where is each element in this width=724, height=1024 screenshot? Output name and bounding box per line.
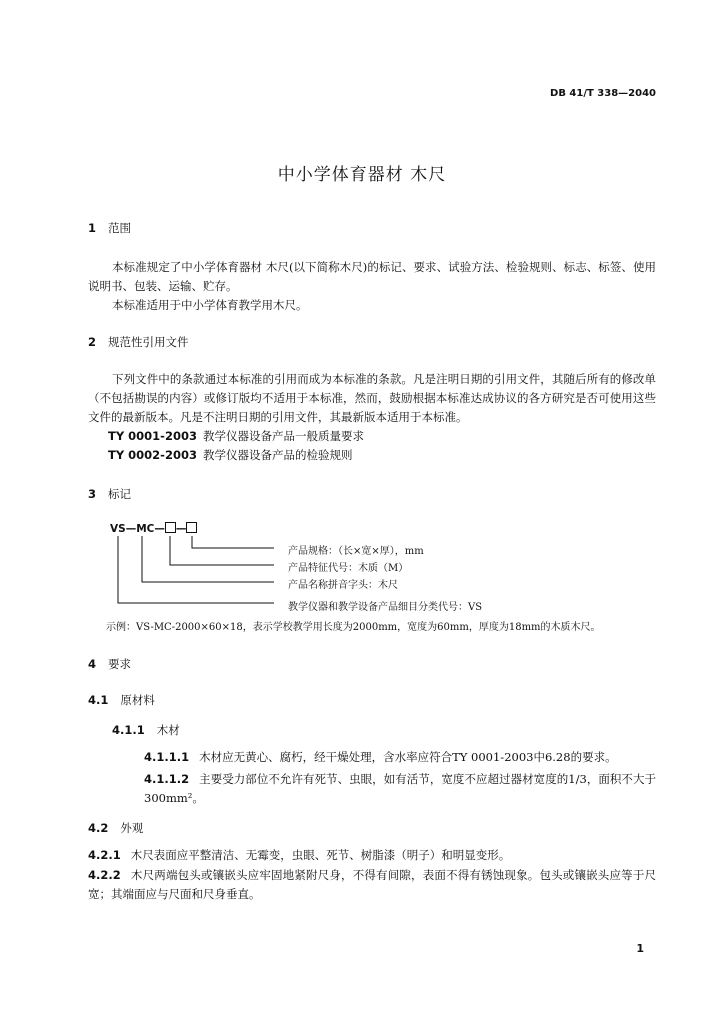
clause-4-1-1-2 — [144, 770, 656, 808]
reference-item — [88, 446, 656, 465]
reference-code: TY 0002-2003 — [108, 448, 197, 462]
reference-code: TY 0001-2003 — [108, 429, 197, 443]
section-title: 范围 — [108, 221, 132, 235]
section-title: 外观 — [120, 821, 144, 835]
section-2-body — [88, 370, 656, 465]
clause-text: 木材应无黄心、腐朽，经干燥处理，含水率应符合TY 0001-2003中6.28的要求。 — [199, 750, 617, 764]
section-4-1-heading — [88, 692, 155, 708]
paragraph: 下列文件中的条款通过本标准的引用而成为本标准的条款。凡是注明日期的引用文件，其随后所有的修改单（不包括勘误的内容）或修订版均不适用于本标准，然而，鼓励根据本标准达成协议的各方研究是否可使用这些文件的最新版本。凡是不注明日期的引用文件，其最新版本适用于本标准。 — [88, 372, 656, 424]
clause-number: 4.1.1.1 — [144, 750, 190, 764]
section-title: 要求 — [108, 657, 132, 671]
clause-4-2-1 — [88, 846, 656, 865]
section-3-heading — [88, 486, 131, 502]
section-1-heading — [88, 220, 131, 236]
section-title: 标记 — [108, 487, 132, 501]
section-2-heading — [88, 334, 189, 350]
label-category: 教学仪器和教学设备产品细目分类代号：VS — [288, 602, 483, 613]
section-4-1-1-heading — [112, 722, 180, 738]
clause-number: 4.1.1.2 — [144, 772, 190, 786]
section-number: 3 — [88, 487, 97, 501]
section-title: 规范性引用文件 — [108, 335, 189, 349]
section-number: 4.1.1 — [112, 723, 145, 737]
section-4-2-heading — [88, 820, 143, 836]
label-name: 产品名称拼音字头：木尺 — [288, 580, 398, 591]
paragraph: 本标准适用于中小学体育教学用木尺。 — [112, 298, 308, 312]
clause-4-2-2 — [88, 866, 656, 904]
page-number: 1 — [636, 942, 644, 955]
label-spec: 产品规格：（长×宽×厚），mm — [288, 546, 424, 557]
section-number: 4 — [88, 657, 97, 671]
standard-code: DB 41/T 338—2040 — [550, 88, 656, 99]
leader-line — [142, 536, 274, 582]
section-title: 原材料 — [120, 693, 155, 707]
clause-number: 4.2.1 — [88, 848, 121, 862]
section-4-heading — [88, 656, 131, 672]
clause-text: 木尺表面应平整清洁、无霉变，虫眼、死节、树脂漆（明子）和明显变形。 — [130, 848, 511, 862]
marking-code: VS—MC— — — [110, 522, 197, 535]
reference-item — [88, 427, 656, 446]
section-number: 2 — [88, 335, 97, 349]
clause-text: 木尺两端包头或镶嵌头应牢固地紧附尺身，不得有间隙，表面不得有锈蚀现象。包头或镶嵌头应等于尺宽；其端面应与尺面和尺身垂直。 — [88, 868, 656, 901]
document-title: 中小学体育器材 木尺 — [277, 165, 447, 185]
leader-line — [170, 536, 274, 565]
label-feature: 产品特征代号：木质（M） — [288, 563, 409, 574]
code-mid: MC — [136, 523, 155, 535]
section-number: 4.1 — [88, 693, 109, 707]
paragraph: 本标准规定了中小学体育器材 木尺(以下简称木尺)的标记、要求、试验方法、检验规则、标志、标签、使用说明书、包装、运输、贮存。 — [88, 260, 656, 293]
section-number: 1 — [88, 221, 97, 235]
clause-4-1-1-1 — [144, 748, 656, 767]
code-prefix: VS — [110, 523, 126, 535]
clause-text: 主要受力部位不允许有死节、虫眼，如有活节，宽度不应超过器材宽度的1/3，面积不大于300mm²。 — [144, 772, 656, 805]
clause-number: 4.2.2 — [88, 868, 121, 882]
marking-example: 示例：VS-MC-2000×60×18，表示学校教学用长度为2000mm，宽度为60mm，厚度为18mm的木质木尺。 — [106, 622, 601, 633]
section-1-body — [88, 258, 656, 315]
leader-line — [192, 536, 274, 548]
reference-title: 教学仪器设备产品一般质量要求 — [203, 429, 364, 443]
leader-line — [118, 536, 274, 603]
section-title: 木材 — [156, 723, 180, 737]
reference-title: 教学仪器设备产品的检验规则 — [203, 448, 353, 462]
marking-diagram-lines — [104, 516, 304, 611]
section-number: 4.2 — [88, 821, 109, 835]
